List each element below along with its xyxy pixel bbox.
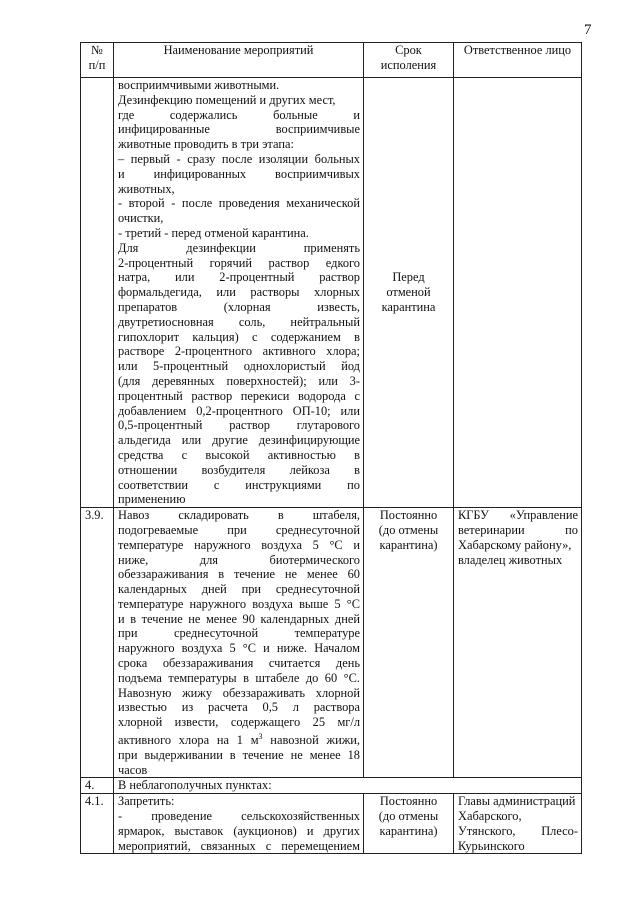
measure-description — [114, 508, 364, 778]
measure-text-line: В неблагополучных пунктах: — [118, 778, 272, 793]
measure-text-line: календарных дней при среднесуточной — [118, 582, 360, 597]
term-text-line: Перед — [392, 270, 425, 285]
header-measure-name: Наименование мероприятий — [114, 43, 364, 78]
measure-text-line: применению — [118, 492, 186, 507]
measure-text-line: натра, или 2-процентный раствор — [118, 270, 360, 285]
measure-text-line: часов — [118, 762, 148, 777]
measure-text-line: 0,5-процентный раствор глутарового — [118, 418, 360, 433]
measures-table — [80, 42, 582, 854]
measure-text-line: температуре наружного воздуха 5 °С и — [118, 537, 360, 552]
measure-text-line: Дезинфекцию помещений и других мест, — [118, 92, 336, 107]
measure-text-line: альдегида или другие дезинфицирующие — [118, 433, 360, 448]
responsible-text-line: владелец животных — [458, 552, 563, 567]
measure-description — [114, 78, 364, 508]
term-text-line: карантина) — [379, 537, 438, 552]
table-header-row — [81, 43, 582, 78]
measure-text-line: животных, — [118, 181, 175, 196]
responsible-text-line: ветеринарии по — [458, 522, 578, 537]
measure-text-line: отношении возбудителя лейкоза в — [118, 462, 360, 477]
responsible-text-line: Курьинского — [458, 838, 525, 853]
term-text-line: (до отмены — [378, 522, 439, 537]
measure-text-line: температуре наружного воздуха выше 5 °С — [118, 596, 360, 611]
row-number: 4. — [81, 778, 114, 794]
responsible-cell — [454, 78, 582, 508]
measure-text-line: при среднесуточной температуре — [118, 626, 360, 641]
measure-text-line: мероприятий, связанных с перемещением — [118, 838, 360, 853]
measure-text-line: - третий - перед отменой карантина. — [118, 225, 309, 240]
table-row — [81, 778, 582, 794]
responsible-cell — [454, 508, 582, 778]
measure-text-line: ниже, для биотермического — [118, 552, 360, 567]
measure-text-line: при выдерживании в течение не менее 18 — [118, 747, 360, 762]
term-text-line: карантина — [381, 299, 436, 314]
measure-text-line: животные проводить в три этапа: — [118, 137, 294, 152]
measure-text-line: препаратов (хлорная известь, — [118, 299, 360, 314]
row-number: 4.1. — [81, 794, 114, 854]
measure-text-line: инфицированные восприимчивые — [118, 122, 360, 137]
row-number: 3.9. — [81, 508, 114, 778]
measure-text-line: двутретиосновная соль, нейтральный — [118, 314, 360, 329]
term-cell — [364, 78, 454, 508]
term-cell — [364, 794, 454, 854]
measure-text-line: и в течение не менее 90 календарных дней — [118, 611, 360, 626]
measure-description — [114, 794, 364, 854]
measure-text-line: подъема температуры в штабеле до 60 °С. — [118, 670, 360, 685]
responsible-text-line: КГБУ «Управление — [458, 508, 578, 523]
measure-text-line: и инфицированных восприимчивых — [118, 166, 360, 181]
header-responsible: Ответственное лицо — [454, 43, 582, 78]
measure-text-line: добавлением 0,2-процентного ОП-10; или — [118, 403, 360, 418]
header-number: № п/п — [81, 43, 114, 78]
measure-text-line: Навоз складировать в штабеля, — [118, 508, 360, 523]
measure-text-line: активного хлора на 1 $м^3$ навозной жижи, — [118, 732, 361, 748]
measure-text-line: известью из расчета 0,5 л раствора — [118, 700, 360, 715]
term-text-line: Постоянно — [379, 508, 438, 523]
measure-text-line: растворе 2-процентного активного хлора; — [118, 344, 360, 359]
measure-text-line: Для дезинфекции применять — [118, 240, 360, 255]
responsible-cell — [454, 794, 582, 854]
table-row — [81, 794, 582, 854]
measure-text-line: Навозную жижу обеззараживать хлорной — [118, 685, 360, 700]
measure-text-line: или 5-процентный однохлористый йод — [118, 359, 360, 374]
measure-text-line: гипохлорит кальция) с содержанием в — [118, 329, 360, 344]
term-text-line: карантина) — [379, 823, 438, 838]
row-number — [81, 78, 114, 508]
measure-text-line: наружного воздуха 5 °С и ниже. Началом — [118, 641, 360, 656]
measure-text-line: – первый - сразу после изоляции больных — [118, 151, 360, 166]
measure-text-line: средства с высокой активностью в — [118, 447, 360, 462]
header-term: Срок исполения — [364, 43, 454, 78]
page-number: 7 — [584, 22, 592, 38]
measure-text-line: обеззараживания в течение не менее 60 — [118, 567, 360, 582]
measure-text-line: где содержались больные и — [118, 107, 360, 122]
measure-text-line: ярмарок, выставок (аукционов) и других — [118, 823, 360, 838]
term-text-line: Постоянно — [379, 794, 438, 809]
responsible-text-line: Главы администраций — [458, 794, 576, 809]
measure-text-line: срока обеззараживания считается день — [118, 656, 360, 671]
responsible-text-line: Утянского, Плесо- — [458, 823, 578, 838]
responsible-text-line: Хабарскому району», — [458, 537, 572, 552]
term-cell — [364, 508, 454, 778]
measure-text-line: формальдегида, или растворы хлорных — [118, 285, 360, 300]
measure-text-line: процентный раствор перекиси водорода с — [118, 388, 360, 403]
measure-text-line: подогреваемые при среднесуточной — [118, 522, 360, 537]
measure-text-line: 2-процентный горячий раствор едкого — [118, 255, 360, 270]
measure-text-line: очистки, — [118, 211, 164, 226]
measure-description — [114, 778, 582, 794]
table-row — [81, 78, 582, 508]
responsible-text-line: Хабарского, — [458, 809, 522, 824]
measure-text-line: (для деревянных поверхностей); или 3- — [118, 373, 360, 388]
table-row — [81, 508, 582, 778]
measure-text-line: восприимчивыми животными. — [118, 78, 280, 92]
term-text-line: отменой — [386, 285, 431, 300]
measure-text-line: соответствии с инструкциями по — [118, 477, 360, 492]
measure-text-line: - второй - после проведения механической — [118, 196, 360, 211]
term-text-line: (до отмены — [378, 809, 439, 824]
measure-text-line: - проведение сельскохозяйственных — [118, 809, 360, 824]
measure-text-line: хлорной извести, содержащего 25 мг/л — [118, 715, 360, 730]
measure-text-line: Запретить: — [118, 794, 175, 809]
